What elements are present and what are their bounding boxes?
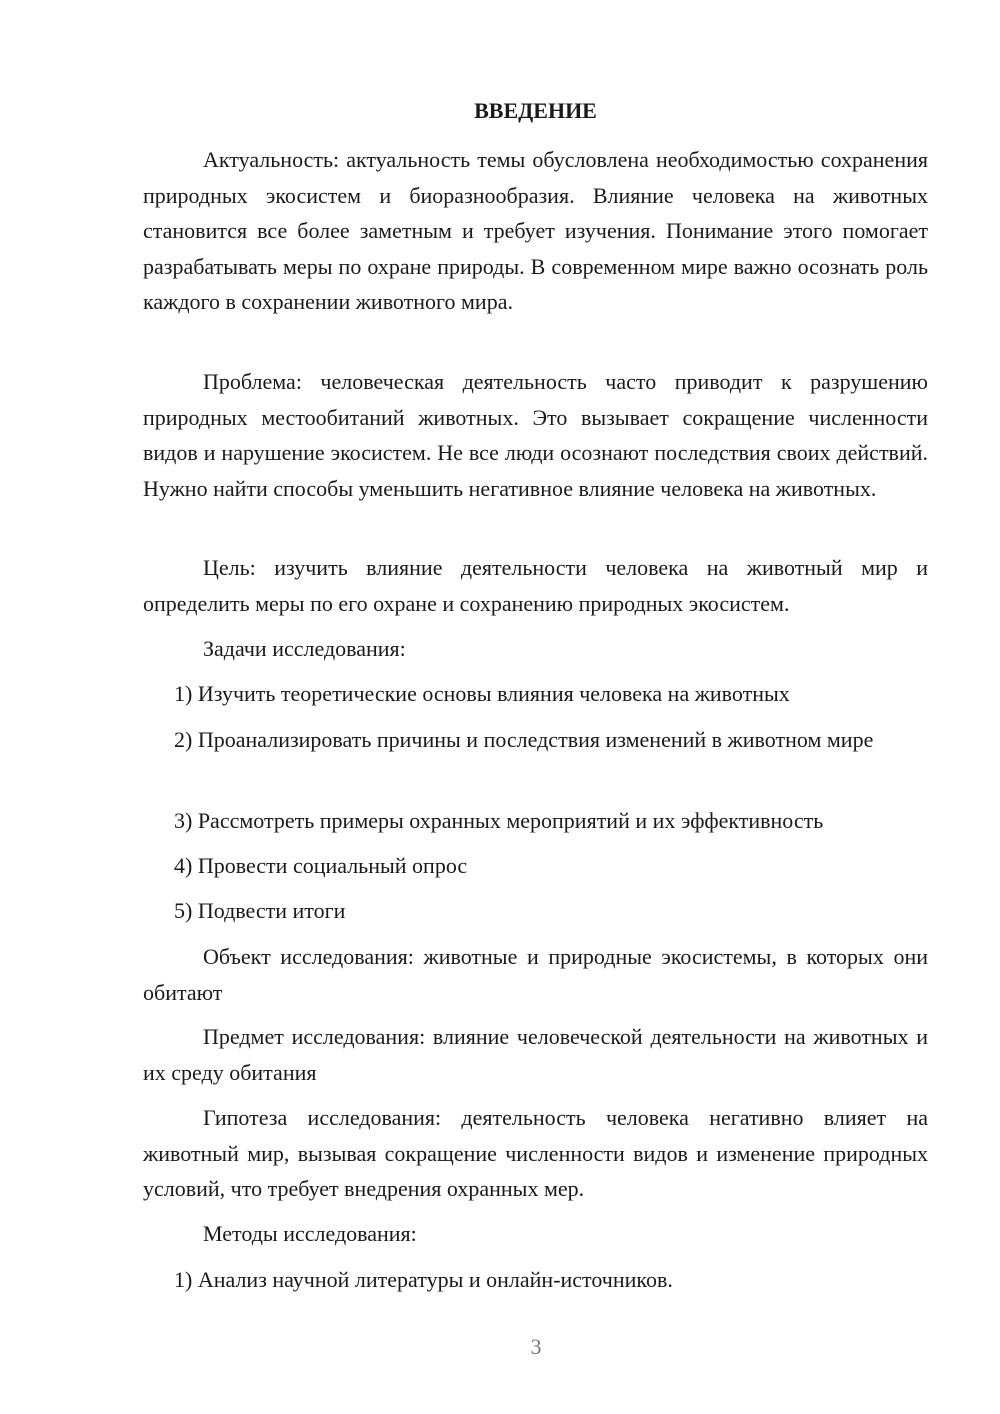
- page-title: ВВЕДЕНИЕ: [474, 98, 597, 123]
- relevance-paragraph: Актуальность: актуальность темы обусловлена необходимостью сохранения природных экосистем и биоразнообразия. Влияние человека на животных становится все более заметным и требует изучения. Понимание этого помогает разрабатывать меры по охране природы. В современном мире важно осознать роль каждого в сохранении животного мира.: [143, 147, 928, 314]
- problem-paragraph: Проблема: человеческая деятельность часто приводит к разрушению природных местообитаний животных. Это вызывает сокращение численности видов и нарушение экосистем. Не все люди осознают последствия своих действий. Нужно найти способы уменьшить негативное влияние человека на животных.: [143, 369, 928, 501]
- hypothesis-paragraph: Гипотеза исследования: деятельность человека негативно влияет на животный мир, вызывая сокращение численности видов и изменение природных условий, что требует внедрения охранных мер.: [143, 1105, 928, 1201]
- task-item-5: 5) Подвести итоги: [174, 898, 346, 923]
- task-item-3: 3) Рассмотреть примеры охранных мероприятий и их эффективность: [174, 808, 824, 833]
- object-paragraph: Объект исследования: животные и природные экосистемы, в которых они обитают: [143, 944, 928, 1005]
- goal-paragraph: Цель: изучить влияние деятельности человека на животный мир и определить меры по его охране и сохранению природных экосистем.: [143, 555, 928, 616]
- task-item-4: 4) Провести социальный опрос: [174, 853, 468, 878]
- tasks-heading: Задачи исследования:: [203, 636, 406, 661]
- task-item-2: 2) Проанализировать причины и последствия изменений в животном мире: [174, 727, 874, 752]
- methods-heading: Методы исследования:: [203, 1221, 417, 1246]
- page-number: 3: [530, 1334, 542, 1359]
- task-item-1: 1) Изучить теоретические основы влияния человека на животных: [174, 681, 790, 706]
- method-item-1: 1) Анализ научной литературы и онлайн-источников.: [174, 1267, 673, 1292]
- subject-paragraph: Предмет исследования: влияние человеческой деятельности на животных и их среду обитания: [143, 1024, 928, 1085]
